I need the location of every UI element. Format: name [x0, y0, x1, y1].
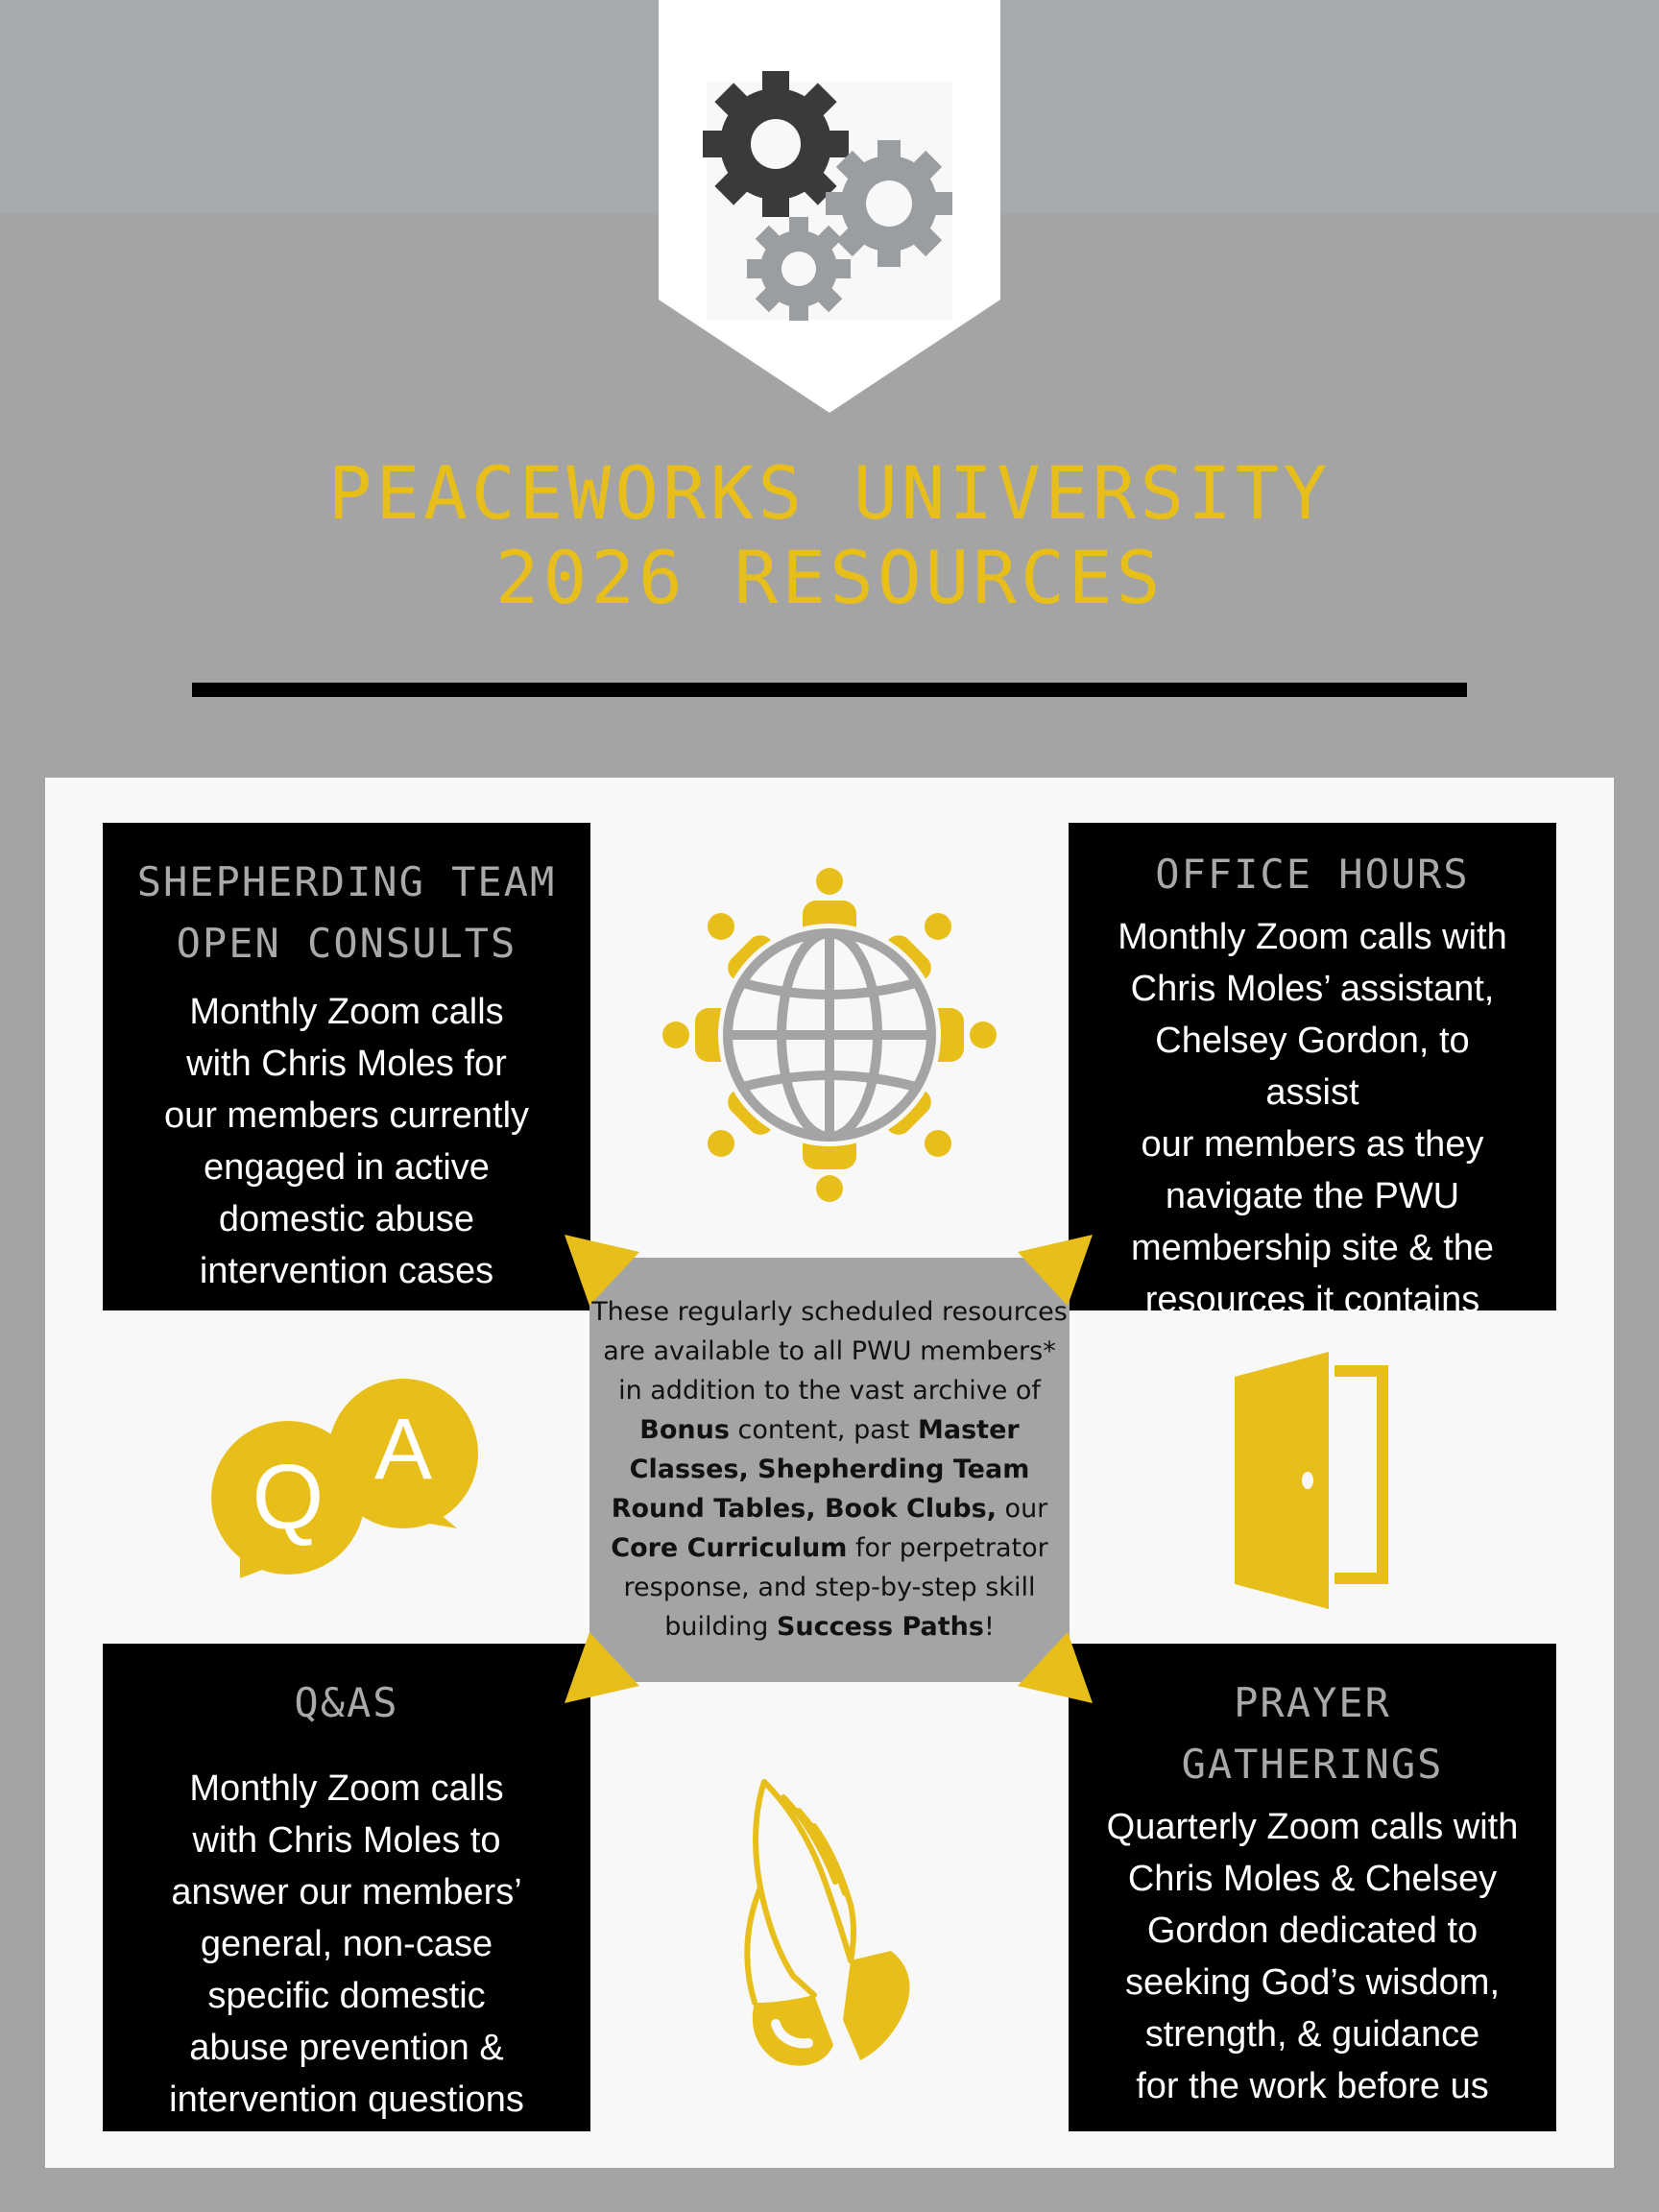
office-hours-description: [1069, 911, 1556, 1326]
summary-segment: content, past: [729, 1415, 918, 1445]
summary-segment: for perpetrator response, and step-by-step skill building: [623, 1533, 1048, 1642]
summary-segment: These regularly scheduled resources are available to all PWU members* in addition to the vast archive of: [591, 1297, 1068, 1406]
body-line: strength, & guidance: [1144, 2014, 1480, 2055]
summary-bold-bonus: Bonus: [639, 1415, 730, 1445]
body-line: Monthly Zoom calls: [189, 1768, 504, 1809]
body-line: intervention questions: [169, 2080, 524, 2120]
prayer-gatherings-description: [1069, 1801, 1556, 2112]
body-line: Monthly Zoom calls with: [1118, 917, 1507, 957]
prayer-gatherings-box: [1069, 1644, 1556, 2131]
heading-line: PRAYER: [1234, 1679, 1391, 1726]
title-line-1: PEACEWORKS UNIVERSITY: [327, 450, 1332, 536]
summary-segment: our: [996, 1494, 1048, 1524]
qas-heading: [103, 1672, 590, 1734]
open-door-icon: [1229, 1350, 1402, 1611]
body-line: Quarterly Zoom calls with: [1106, 1807, 1519, 1847]
heading-line: Q&AS: [294, 1679, 399, 1726]
shepherding-team-heading: [103, 852, 590, 974]
body-line: answer our members’: [171, 1872, 522, 1912]
office-hours-heading: [1069, 844, 1556, 905]
shepherding-team-description: [103, 986, 590, 1297]
heading-line: GATHERINGS: [1181, 1741, 1444, 1788]
summary-bold-success: Success Paths: [776, 1612, 984, 1642]
body-line: Chelsey Gordon, to assist: [1155, 1021, 1470, 1113]
body-line: membership site & the: [1130, 1228, 1495, 1268]
body-line: seeking God’s wisdom,: [1124, 1962, 1501, 2003]
summary-bold-core: Core Curriculum: [611, 1533, 848, 1563]
praying-hands-icon: [726, 1772, 933, 2070]
body-line: Monthly Zoom calls: [189, 992, 504, 1032]
title-line-2: 2026 RESOURCES: [494, 535, 1165, 620]
center-summary-text: [589, 1292, 1070, 1647]
body-line: Chris Moles’ assistant,: [1130, 969, 1495, 1009]
heading-line: OPEN CONSULTS: [176, 920, 517, 967]
summary-bold-list: Master Classes, Shepherding Team Round Tables, Book Clubs,: [611, 1415, 1030, 1524]
page-title: [0, 451, 1659, 620]
gears-banner: [659, 0, 1000, 413]
heading-line: OFFICE HOURS: [1155, 851, 1470, 898]
heading-line: SHEPHERDING TEAM: [136, 858, 557, 905]
body-line: domestic abuse: [218, 1199, 475, 1239]
shepherding-team-box: [103, 823, 590, 1310]
body-line: Chris Moles & Chelsey: [1127, 1859, 1498, 1899]
body-line: our members as they: [1141, 1124, 1484, 1165]
prayer-gatherings-heading: [1069, 1672, 1556, 1795]
body-line: with Chris Moles to: [192, 1820, 501, 1861]
body-line: our members currently: [163, 1095, 530, 1136]
body-line: resources it contains: [1144, 1280, 1480, 1320]
globe-people-icon: [659, 864, 1000, 1206]
body-line: engaged in active: [204, 1147, 490, 1188]
body-line: general, non-case: [200, 1924, 493, 1964]
body-line: for the work before us: [1136, 2066, 1489, 2106]
qa-q-letter: Q: [252, 1446, 325, 1549]
body-line: navigate the PWU: [1165, 1176, 1460, 1216]
qa-speech-bubbles-icon: [211, 1373, 490, 1594]
office-hours-box: [1069, 823, 1556, 1320]
body-line: abuse prevention &: [189, 2028, 504, 2068]
body-line: intervention cases: [199, 1251, 494, 1291]
title-divider: [192, 683, 1467, 697]
qa-a-letter: A: [373, 1402, 433, 1498]
qas-description: [103, 1763, 590, 2126]
qas-box: [103, 1644, 590, 2131]
body-line: specific domestic: [207, 1976, 486, 2016]
summary-segment: !: [983, 1612, 995, 1642]
body-line: with Chris Moles for: [186, 1044, 507, 1084]
body-line: Gordon dedicated to: [1146, 1911, 1479, 1951]
